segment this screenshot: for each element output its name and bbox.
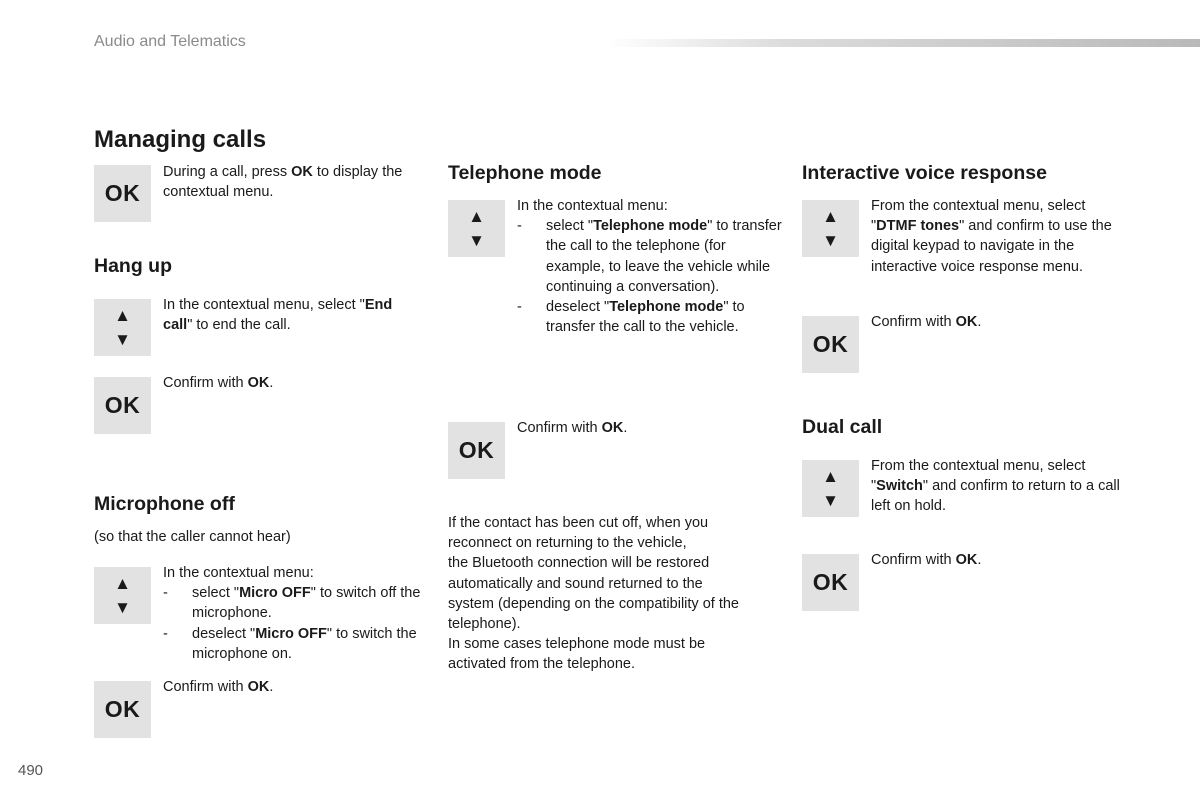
ok-icon: OK	[812, 331, 849, 357]
ok-icon: OK	[104, 392, 141, 418]
ok-button-icon	[94, 377, 151, 434]
down-arrow-icon: ▼	[114, 329, 131, 349]
down-arrow-icon: ▼	[468, 230, 485, 250]
ok-button-icon	[448, 422, 505, 479]
section-header: Audio and Telematics	[94, 33, 246, 50]
ok-icon: OK	[104, 696, 141, 722]
hangup-instruction: In the contextual menu, select "End call" to end the call.	[163, 297, 393, 334]
ok-button-icon	[802, 316, 859, 373]
down-arrow-icon: ▼	[114, 597, 131, 617]
down-arrow-icon: ▼	[822, 230, 839, 250]
microphone-note: (so that the caller cannot hear)	[94, 529, 291, 545]
ok-button-icon	[94, 165, 151, 222]
scroll-wheel-icon	[94, 567, 151, 624]
telephone-mode-note: If the contact has been cut off, when you reconnect on returning to the vehicle, the Bluetooth connection will be restored automatically and sound returned to the system (depending on the compatibility of the telephone). In some cases telephone mode must be activated from the telephone.	[448, 515, 739, 673]
header-bar	[605, 39, 1200, 47]
microphone-instructions	[163, 563, 423, 664]
down-arrow-icon: ▼	[822, 490, 839, 510]
list-item: - deselect "Micro OFF" to switch the microphone on.	[163, 625, 417, 662]
ivr-instruction: From the contextual menu, select "DTMF tones" and confirm to use the digital keypad to navigate in the interactive voice response menu.	[871, 198, 1112, 275]
ivr-confirm: Confirm with OK.	[871, 314, 982, 330]
intro-text: During a call, press OK to display the contextual menu.	[163, 164, 403, 201]
scroll-wheel-icon	[448, 200, 505, 257]
page-number: 490	[18, 762, 44, 779]
ok-icon: OK	[458, 437, 495, 463]
dual-call-instruction: From the contextual menu, select "Switch" and confirm to return to a call left on hold.	[871, 458, 1120, 515]
page-title: Managing calls	[94, 126, 267, 153]
telephone-mode-heading: Telephone mode	[448, 162, 602, 184]
up-arrow-icon: ▲	[822, 206, 839, 226]
scroll-wheel-icon	[802, 460, 859, 517]
telephone-mode-confirm: Confirm with OK.	[517, 420, 628, 436]
microphone-confirm: Confirm with OK.	[163, 679, 274, 695]
telephone-menu-text: In the contextual menu:	[517, 198, 668, 214]
scroll-wheel-icon	[94, 299, 151, 356]
scroll-wheel-icon	[802, 200, 859, 257]
ok-button-icon	[802, 554, 859, 611]
list-item: - select "Telephone mode" to transfer the call to the telephone (for example, to leave the vehicle while continuing a conversation).	[517, 218, 782, 295]
up-arrow-icon: ▲	[468, 206, 485, 226]
ok-icon: OK	[104, 180, 141, 206]
dual-call-confirm: Confirm with OK.	[871, 552, 982, 568]
list-item: - select "Micro OFF" to switch off the microphone.	[163, 585, 421, 622]
dual-call-heading: Dual call	[802, 416, 883, 438]
hangup-heading: Hang up	[94, 255, 172, 277]
up-arrow-icon: ▲	[114, 305, 131, 325]
microphone-menu-text: In the contextual menu:	[163, 565, 314, 581]
up-arrow-icon: ▲	[114, 573, 131, 593]
ok-icon: OK	[812, 569, 849, 595]
hangup-confirm: Confirm with OK.	[163, 375, 274, 391]
telephone-mode-instructions	[517, 196, 785, 337]
list-item: - deselect "Telephone mode" to transfer the call to the vehicle.	[517, 299, 745, 336]
ok-button-icon	[94, 681, 151, 738]
up-arrow-icon: ▲	[822, 466, 839, 486]
ivr-heading: Interactive voice response	[802, 162, 1047, 184]
microphone-heading: Microphone off	[94, 493, 235, 515]
